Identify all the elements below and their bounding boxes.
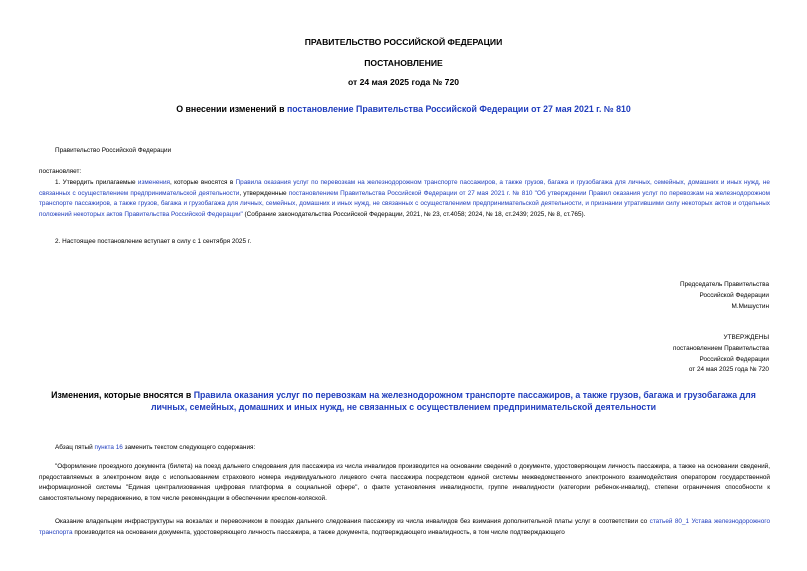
- item1-text-1: 1. Утвердить прилагаемые: [55, 179, 138, 186]
- signature-name: М.Мишустин: [731, 302, 769, 310]
- abzac-text-2: заменить текстом следующего содержания:: [122, 444, 256, 451]
- approved-line-3: Российской Федерации: [699, 355, 769, 363]
- changes-link[interactable]: изменения: [137, 179, 170, 186]
- quoted-paragraph: "Оформление проездного документа (билета) на поезд дальнего следования для пассажира из числа инвалидов производится на основании сведений о документе, удостоверяющем личность пассажира, а также на основании сведений, предоставляемых в электронном виде с использованием страхового номера индивидуального лицевого счета пассажира посредством единой системы межведомственного электронного взаимодействия оператором государственной информационной системы "Единая централизованная цифровая платформа в социальной сфере", о факте установления инвалидности, группе инвалидности (категории ребенок-инвалид), степени ограничения способности к самостоятельному передвижению, в том числе рекомендации в обеспечении креслом-коляской.: [39, 463, 770, 502]
- item-1-paragraph: [39, 178, 770, 220]
- approved-line-2: постановлением Правительства: [673, 344, 769, 352]
- document-subtitle: [0, 104, 807, 114]
- subtitle-prefix: О внесении изменений в: [176, 104, 287, 114]
- document-type: ПОСТАНОВЛЕНИЕ: [364, 58, 443, 68]
- changes-title-prefix: Изменения, которые вносятся в: [51, 390, 194, 400]
- signature-line-2: Российской Федерации: [699, 291, 769, 299]
- last-text-2: производится на основании документа, удостоверяющего личность пассажира, а также документа, подтверждающего инвалидность, в том числе подтверждающего: [72, 528, 565, 536]
- signature-line-1: Председатель Правительства: [680, 281, 769, 288]
- changes-title: [45, 390, 762, 413]
- item-2-paragraph: 2. Настоящее постановление вступает в силу с 1 сентября 2025 г.: [55, 238, 252, 245]
- approved-line-1: УТВЕРЖДЕНЫ: [723, 334, 769, 341]
- government-title: ПРАВИТЕЛЬСТВО РОССИЙСКОЙ ФЕДЕРАЦИИ: [304, 37, 503, 47]
- document-date-number: от 24 мая 2025 года № 720: [347, 77, 460, 87]
- changes-title-rules-link[interactable]: Правила оказания услуг по перевозкам на железнодорожном транспорте пассажиров, а также грузов, багажа и грузобагажа для личных, семейных, домашних и иных нужд, не связанных с осуществлением предпринимательской деятельности: [150, 390, 756, 412]
- abzac-paragraph: [55, 443, 255, 454]
- approved-block: [673, 333, 769, 376]
- issuer-text: Правительство Российской Федерации: [55, 147, 172, 154]
- article-80-1-link[interactable]: статьей 80_1 Устава железнодорожного транспорта: [39, 518, 770, 536]
- decree-810-link[interactable]: постановлением Правительства Российской Федерации от 27 мая 2021 г. № 810 "Об утверждении Правил оказания услуг по перевозкам на железнодорожном транспорте пассажиров, а также грузов, багажа и грузобагажа для личных, семейных, домашних и иных нужд, не связанных с осуществлением предпринимательской деятельности, и признании утратившими силу некоторых актов и отдельных положений некоторых актов Правительства Российской Федерации": [39, 189, 770, 218]
- subtitle-decree-link[interactable]: постановление Правительства Российской Федерации от 27 мая 2021 г. № 810: [286, 104, 631, 114]
- item1-text-4: (Собрание законодательства Российской Федерации, 2021, № 23, ст.4058; 2024, № 18, ст.2439; 2025, № 8, ст.765).: [242, 210, 586, 218]
- resolves-text: постановляет:: [39, 168, 82, 175]
- signature-block: [680, 280, 769, 312]
- approved-line-4: от 24 мая 2025 года № 720: [688, 366, 769, 374]
- point-16-link[interactable]: пункта 16: [94, 444, 123, 451]
- rules-link[interactable]: Правила оказания услуг по перевозкам на железнодорожном транспорте пассажиров, а также грузов, багажа и грузобагажа для личных, семейных, домашних и иных нужд, не связанных с осуществлением предпринимательской деятельности: [39, 179, 770, 197]
- abzac-text-1: Абзац пятый: [55, 444, 95, 451]
- item1-text-2: , которые вносятся в: [169, 179, 236, 186]
- last-paragraph: [39, 517, 770, 538]
- last-text-1: Оказание владельцем инфраструктуры на вокзалах и перевозчиком в поездах дальнего следования пассажиру из числа инвалидов без взимания дополнительной платы услуг в соответствии со: [55, 518, 650, 525]
- item1-text-3: , утвержденные: [239, 189, 289, 197]
